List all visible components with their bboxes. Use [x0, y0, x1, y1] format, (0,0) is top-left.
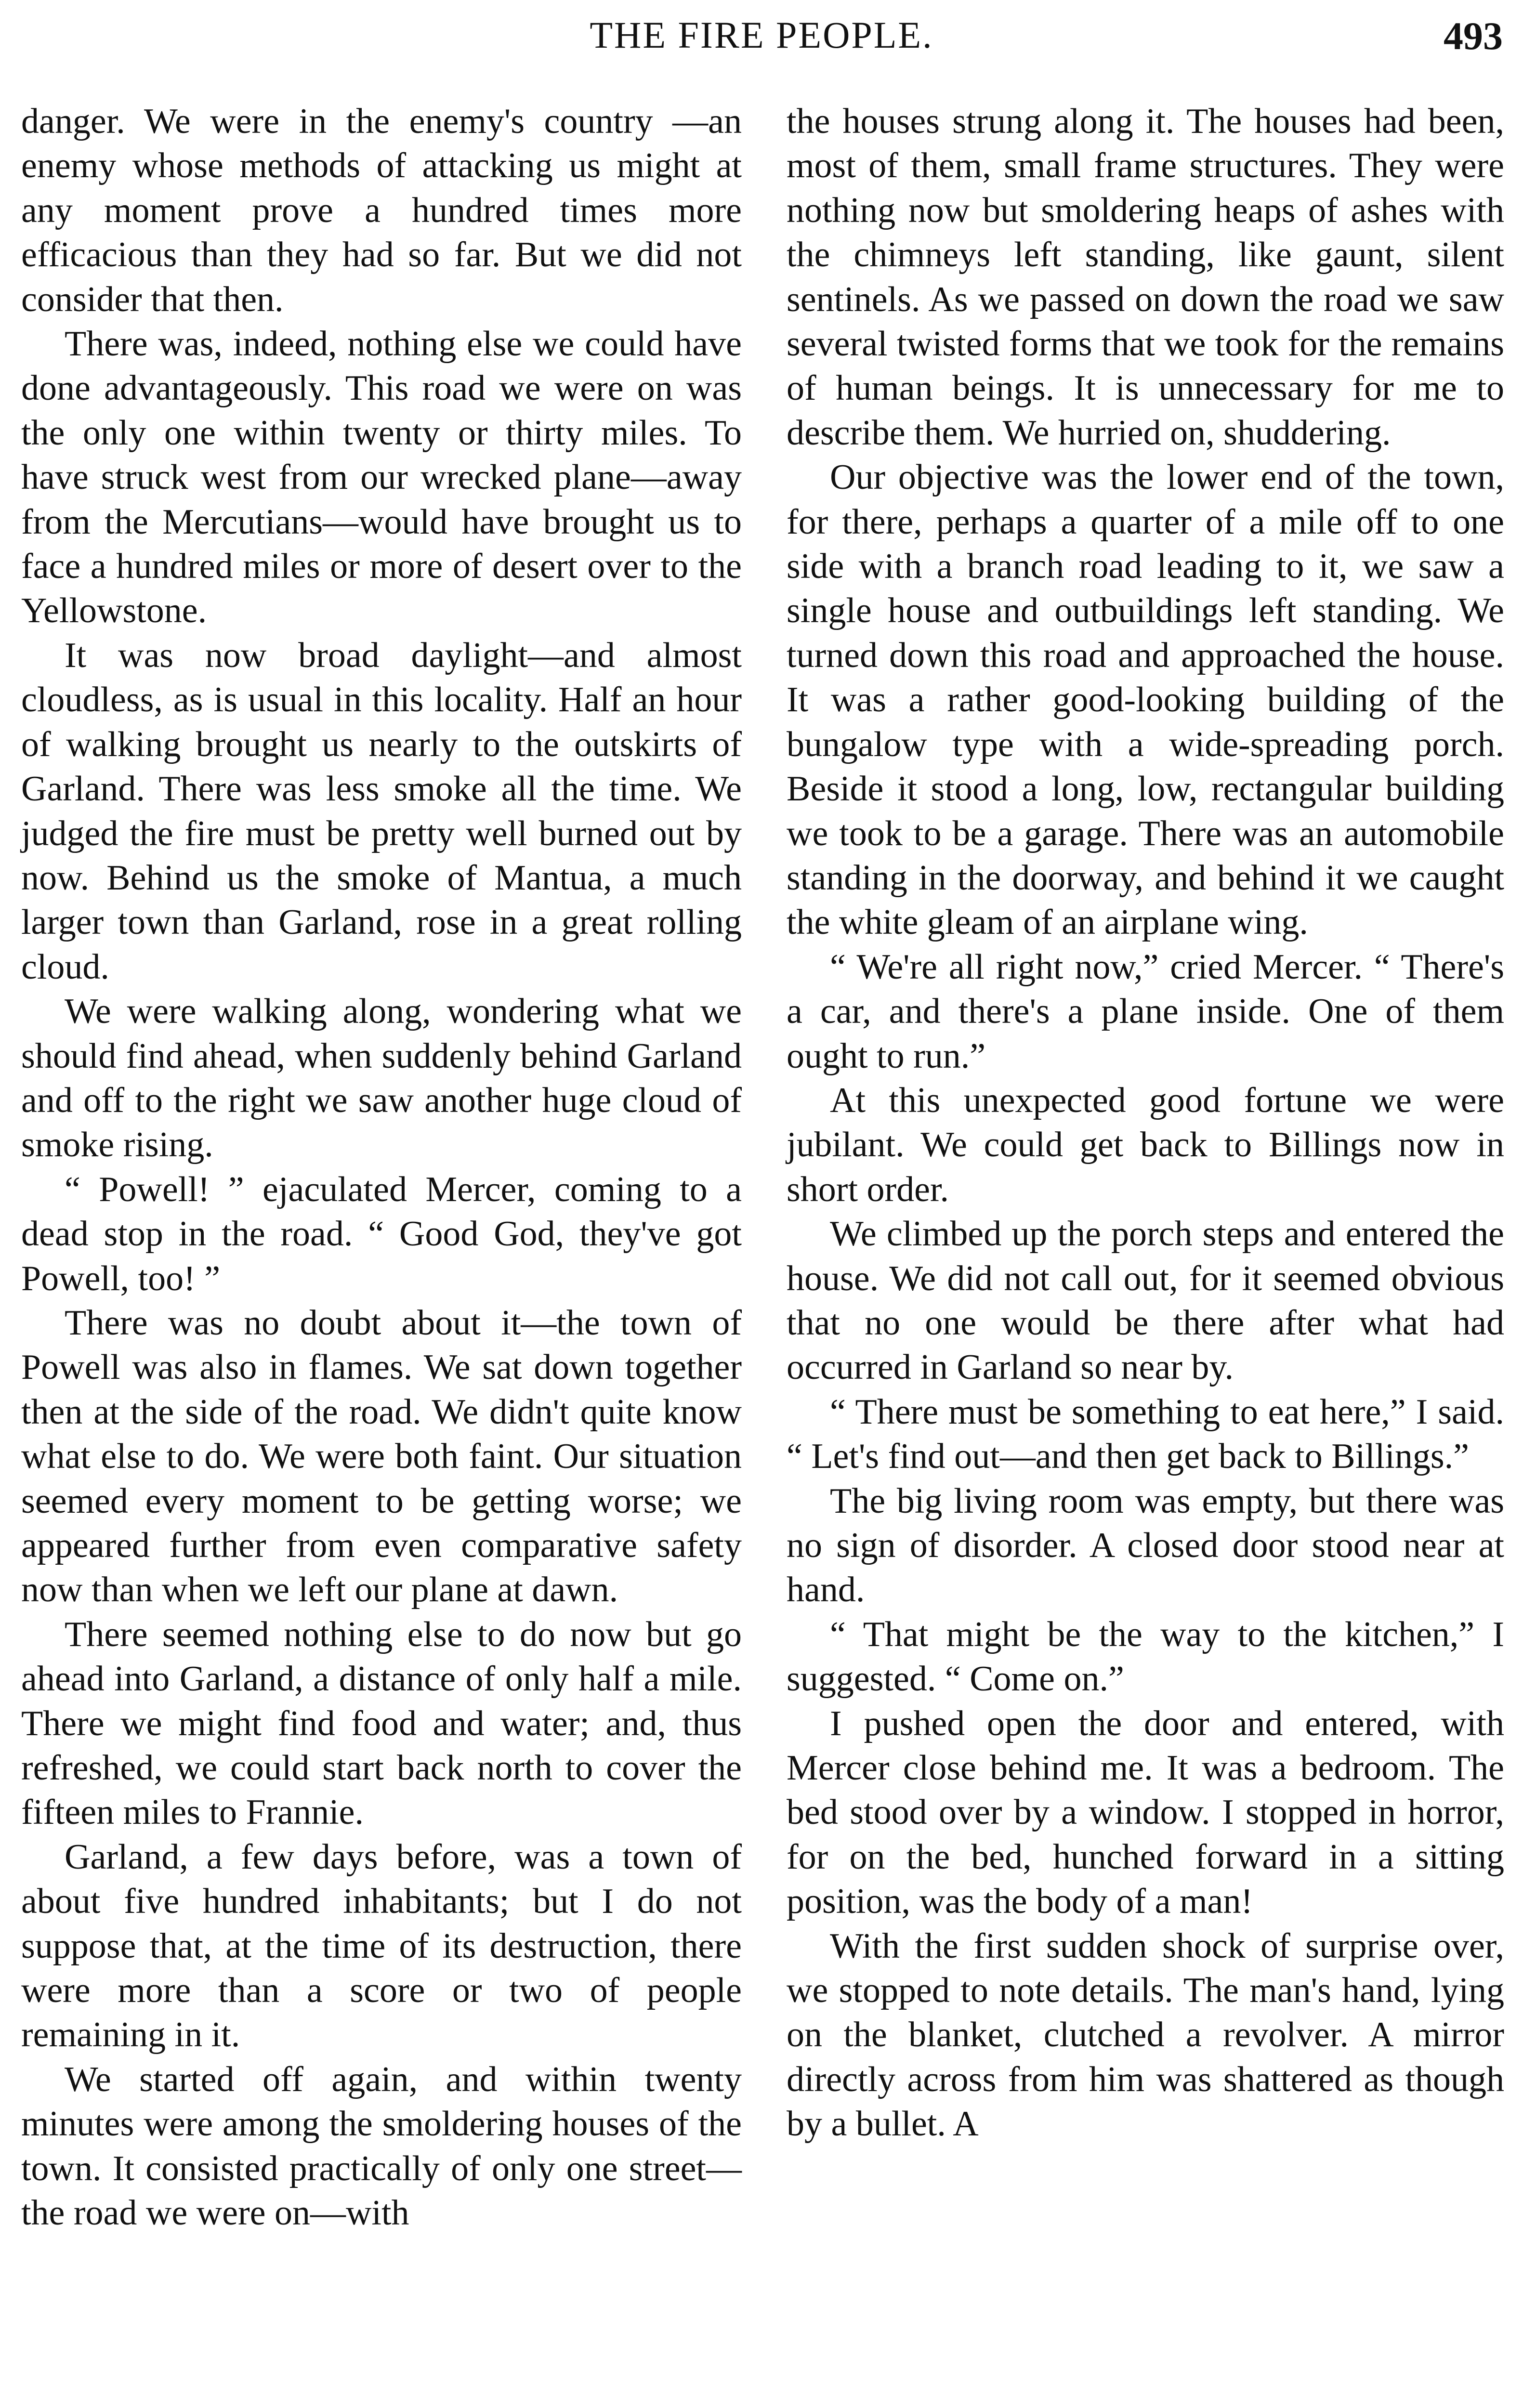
paragraph: Garland, a few days before, was a town of about five hundred inhabitants; but I do not suppose that, at the time of its destruction, there were more than a score or two of people remaining in it.	[21, 1837, 742, 2055]
paragraph: danger. We were in the enemy's country —an enemy whose methods of attacking us might at any moment prove a hundred times more efficacious than they had so far. But we did not consider that then.	[21, 102, 742, 319]
paragraph: The big living room was empty, but there was no sign of disorder. A closed door stood near at hand.	[787, 1481, 1504, 1610]
right-column	[787, 99, 1504, 2146]
left-column	[21, 99, 742, 2236]
paragraph: There was no doubt about it—the town of Powell was also in flames. We sat down together then at the side of the road. We didn't quite know what else to do. We were both faint. Our situation seemed every moment to be getting worse; we appeared further from even comparative safety now than when we left our plane at dawn.	[21, 1303, 742, 1610]
paragraph: We were walking along, wondering what we should find ahead, when suddenly behind Garland and off to the right we saw another huge cloud of smoke rising.	[21, 992, 742, 1165]
paragraph: It was now broad daylight—and almost cloudless, as is usual in this locality. Half an hour of walking brought us nearly to the outskirts of Garland. There was less smoke all the time. We judged the fire must be pretty well burned out by now. Behind us the smoke of Mantua, a much larger town than Garland, rose in a great rolling cloud.	[21, 635, 742, 987]
paragraph: “ We're all right now,” cried Mercer. “ There's a car, and there's a plane inside. One of them ought to run.”	[787, 947, 1504, 1076]
page-header	[0, 0, 1523, 96]
page-number: 493	[1444, 14, 1503, 58]
paragraph: There was, indeed, nothing else we could have done advantageously. This road we were on was the only one within twenty or thirty miles. To have struck west from our wrecked plane—away from the Mercutians—would have brought us to face a hundred miles or more of desert over to the Yellowstone.	[21, 324, 742, 631]
paragraph: There seemed nothing else to do now but go ahead into Garland, a distance of only half a mile. There we might find food and water; and, thus refreshed, we could start back north to cover the fifteen miles to Frannie.	[21, 1614, 742, 1832]
paragraph: “ There must be something to eat here,” I said. “ Let's find out—and then get back to Billings.”	[787, 1392, 1504, 1477]
paragraph: Our objective was the lower end of the town, for there, perhaps a quarter of a mile off to one side with a branch road leading to it, we saw a single house and outbuildings left standing. We turned down this road and approached the house. It was a rather good-looking building of the bungalow type with a wide-spreading porch. Beside it stood a long, low, rectangular building we took to be a garage. There was an automobile standing in the doorway, and behind it we caught the white gleam of an airplane wing.	[787, 458, 1504, 942]
paragraph: At this unexpected good fortune we were jubilant. We could get back to Billings now in short order.	[787, 1080, 1504, 1209]
running-title: THE FIRE PEOPLE.	[590, 14, 933, 56]
paragraph: “ Powell! ” ejaculated Mercer, coming to a dead stop in the road. “ Good God, they've got Powell, too! ”	[21, 1169, 742, 1298]
paragraph: We started off again, and within twenty minutes were among the smoldering houses of the town. It consisted practically of only one street—the road we were on—with	[21, 2059, 742, 2233]
paragraph: With the first sudden shock of surprise over, we stopped to note details. The man's hand, lying on the blanket, clutched a revolver. A mirror directly across from him was shattered as though by a bullet. A	[787, 1926, 1504, 2144]
paragraph: the houses strung along it. The houses had been, most of them, small frame structures. They were nothing now but smoldering heaps of ashes with the chimneys left standing, like gaunt, silent sentinels. As we passed on down the road we saw several twisted forms that we took for the remains of human beings. It is unnecessary for me to describe them. We hurried on, shuddering.	[787, 102, 1504, 453]
paragraph: We climbed up the porch steps and entered the house. We did not call out, for it seemed obvious that no one would be there after what had occurred in Garland so near by.	[787, 1214, 1504, 1387]
paragraph: I pushed open the door and entered, with Mercer close behind me. It was a bedroom. The bed stood over by a window. I stopped in horror, for on the bed, hunched forward in a sitting position, was the body of a man!	[787, 1703, 1504, 1922]
paragraph: “ That might be the way to the kitchen,” I suggested. “ Come on.”	[787, 1614, 1504, 1699]
